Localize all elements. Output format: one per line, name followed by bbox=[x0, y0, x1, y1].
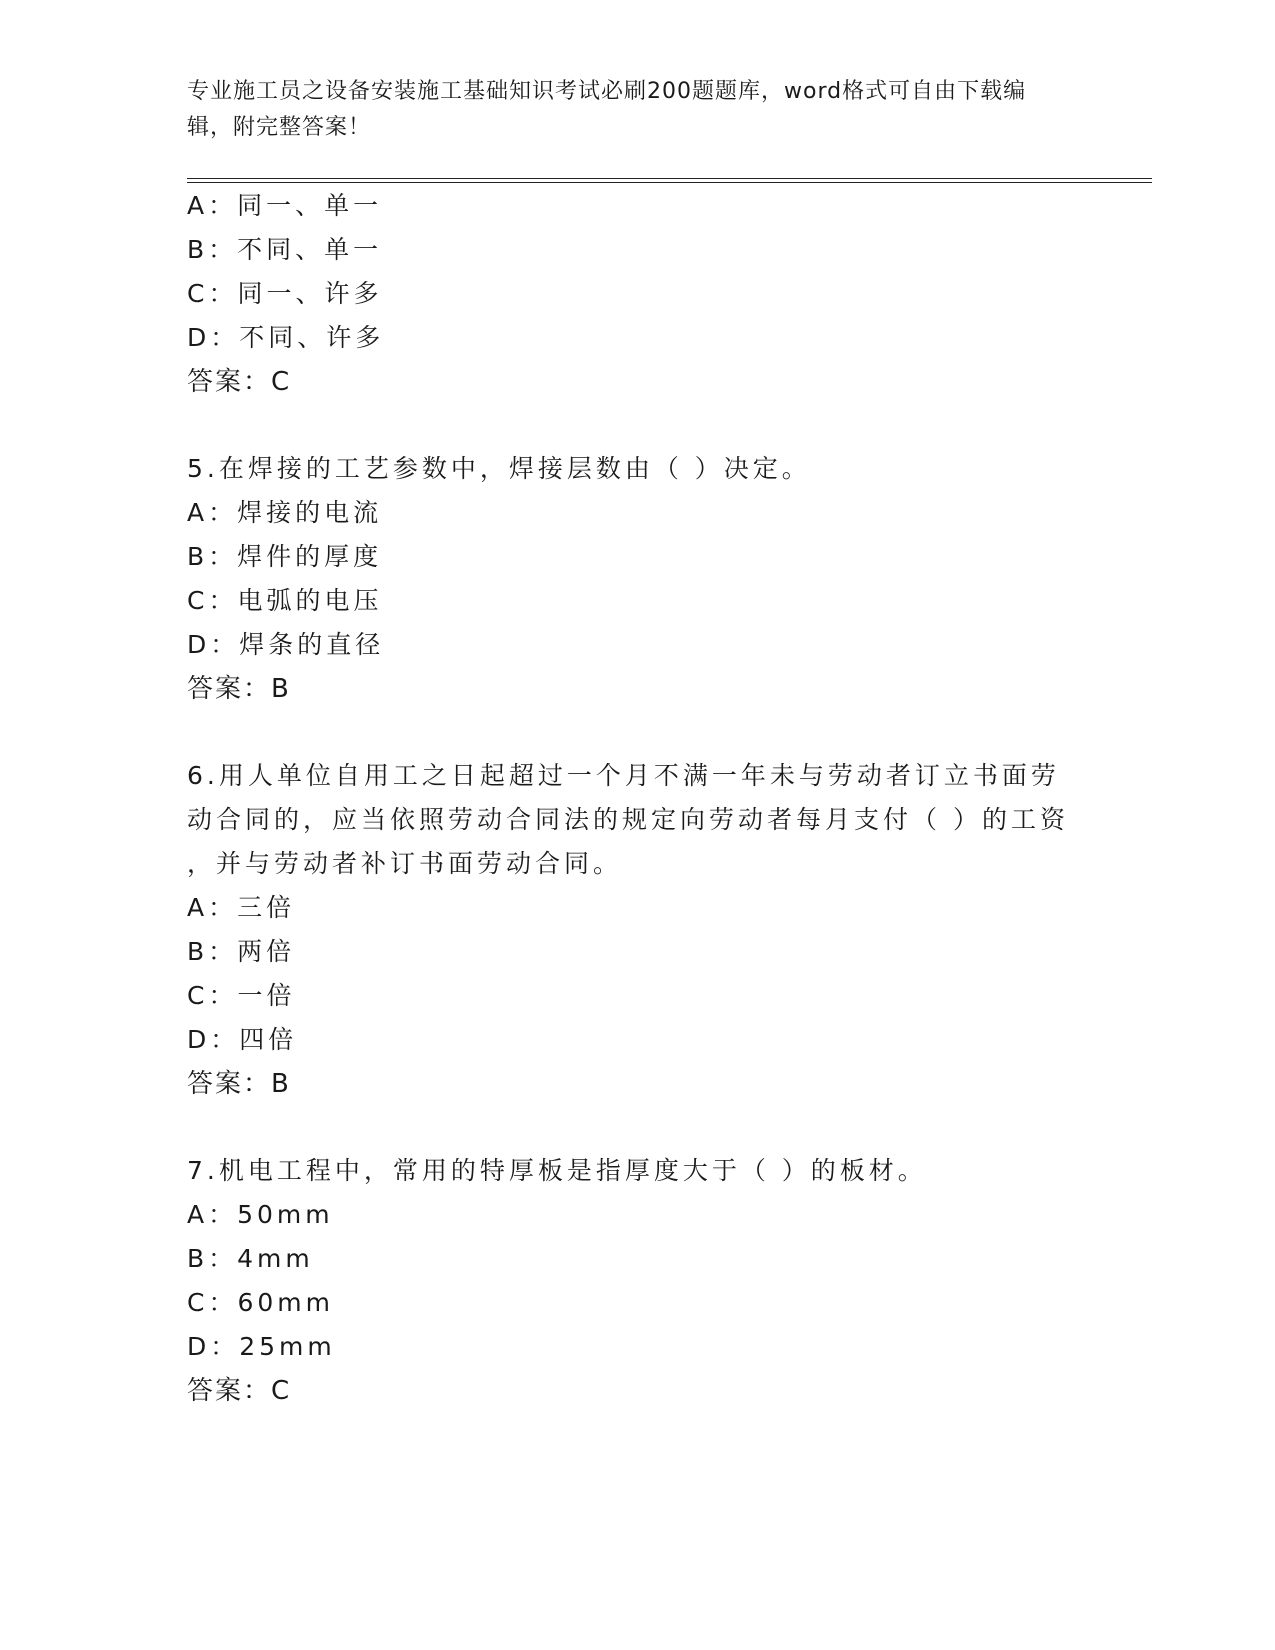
q6-option-a: A：三倍 bbox=[187, 893, 296, 922]
q4-option-d: D：不同、许多 bbox=[187, 323, 385, 352]
header-divider-top bbox=[187, 178, 1152, 179]
q5-option-b: B：焊件的厚度 bbox=[187, 542, 383, 571]
q7-option-d: D：25mm bbox=[187, 1332, 336, 1361]
q6-answer: 答案：B bbox=[187, 1069, 291, 1099]
q7-answer: 答案：C bbox=[187, 1376, 292, 1406]
q5-answer: 答案：B bbox=[187, 674, 291, 704]
q6-stem-line-1: 6.用人单位自用工之日起超过一个月不满一年未与劳动者订立书面劳 bbox=[187, 761, 1060, 790]
q5-option-d: D：焊条的直径 bbox=[187, 630, 385, 659]
q4-answer: 答案：C bbox=[187, 367, 292, 397]
q6-stem-line-2: 动合同的，应当依照劳动合同法的规定向劳动者每月支付（ ）的工资 bbox=[187, 805, 1069, 834]
q7-option-c: C：60mm bbox=[187, 1288, 334, 1317]
q7-option-b: B：4mm bbox=[187, 1244, 314, 1273]
q5-option-a: A：焊接的电流 bbox=[187, 498, 383, 527]
q6-stem-line-3: ，并与劳动者补订书面劳动合同。 bbox=[187, 849, 623, 878]
q4-option-c: C：同一、许多 bbox=[187, 279, 383, 308]
q4-option-a: A：同一、单一 bbox=[187, 191, 383, 220]
q6-option-d: D：四倍 bbox=[187, 1025, 298, 1054]
q4-option-b: B：不同、单一 bbox=[187, 235, 383, 264]
q5-option-c: C：电弧的电压 bbox=[187, 586, 383, 615]
header-divider-bottom bbox=[187, 182, 1152, 183]
document-header: 专业施工员之设备安装施工基础知识考试必刷200题题库，word格式可自由下载编辑，附完整答案！ bbox=[187, 79, 1027, 140]
q7-option-a: A：50mm bbox=[187, 1200, 334, 1229]
q6-option-c: C：一倍 bbox=[187, 981, 296, 1010]
q7-stem: 7.机电工程中，常用的特厚板是指厚度大于（ ）的板材。 bbox=[187, 1156, 927, 1185]
q5-stem: 5.在焊接的工艺参数中，焊接层数由（ ）决定。 bbox=[187, 454, 811, 483]
q6-option-b: B：两倍 bbox=[187, 937, 296, 966]
